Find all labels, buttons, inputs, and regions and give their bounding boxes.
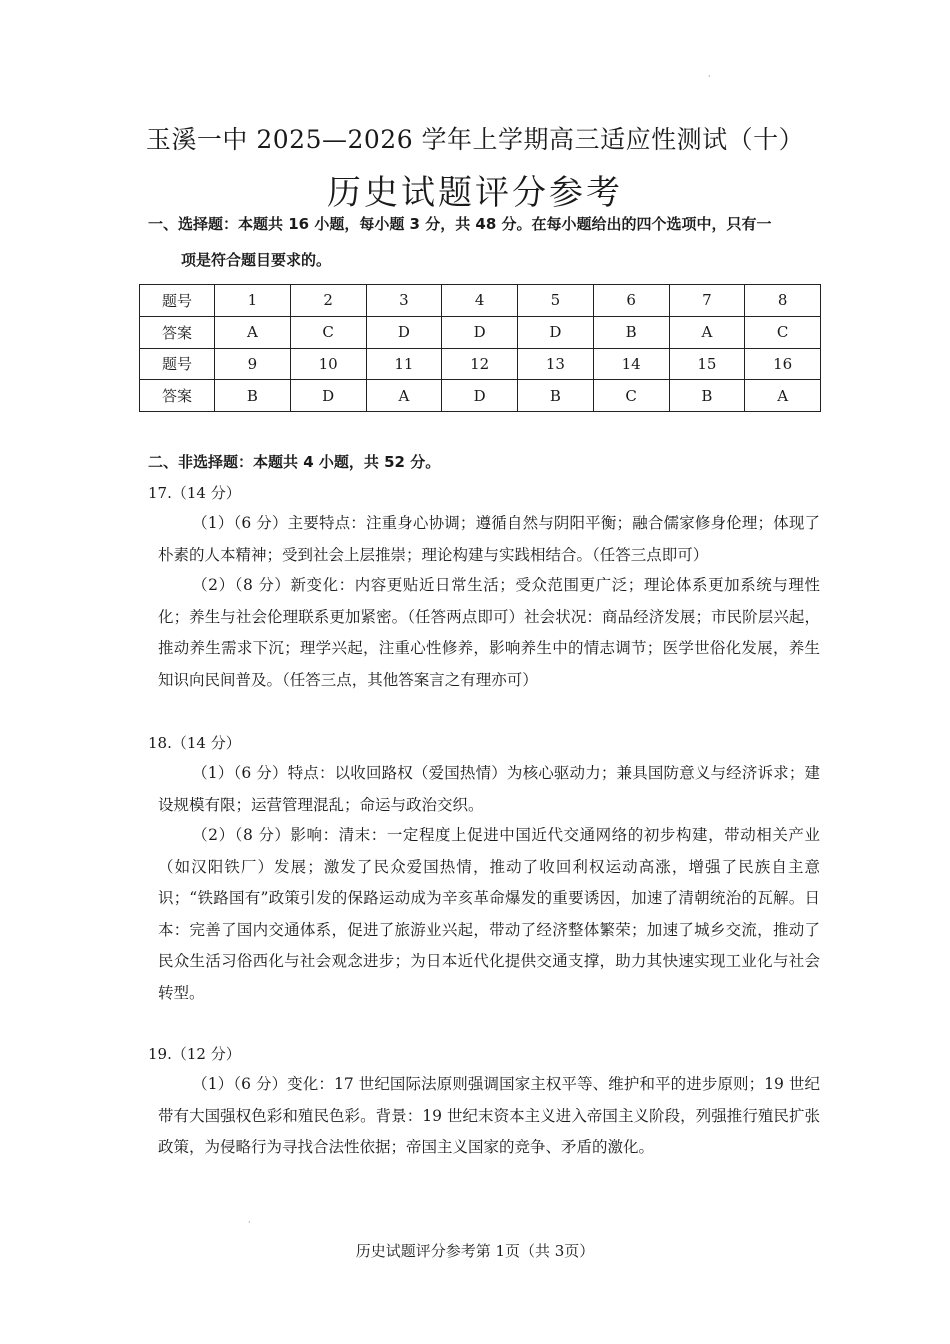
row-label: 题号 (140, 348, 215, 380)
table-cell: A (366, 380, 442, 412)
answer-table-row (140, 348, 821, 380)
table-cell: 16 (745, 348, 821, 380)
table-cell: 15 (669, 348, 745, 380)
stray-mark: · (708, 72, 711, 81)
table-cell: C (290, 316, 366, 348)
table-cell: 3 (366, 285, 442, 317)
answer-table (139, 284, 821, 412)
table-cell: D (442, 316, 518, 348)
table-cell: D (366, 316, 442, 348)
answer-table-row (140, 380, 821, 412)
table-cell: B (518, 380, 594, 412)
table-cell: A (669, 316, 745, 348)
table-cell: B (215, 380, 291, 412)
q17-part1: （1）（6 分）主要特点：注重身心协调；遵循自然与阴阳平衡；融合儒家修身伦理；体现了朴素的人本精神；受到社会上层推崇；理论构建与实践相结合。（任答三点即可） (158, 514, 820, 564)
exam-subtitle: 玉溪一中 2025—2026 学年上学期高三适应性测试（十） (145, 125, 805, 154)
table-cell: 2 (290, 285, 366, 317)
q18-part2: （2）（8 分）影响：清末：一定程度上促进中国近代交通网络的初步构建，带动相关产业（如汉阳铁厂）发展；激发了民众爱国热情，推动了收回利权运动高涨，增强了民族自主意识；“铁路国有”政策引发的保路运动成为辛亥革命爆发的重要诱因，加速了清朝统治的瓦解。日本：完善了国内交通体系，促进了旅游业兴起，带动了经济整体繁荣；加速了城乡交流，推动了民众生活习俗西化与社会观念进步；为日本近代化提供交通支撑，助力其快速实现工业化与社会转型。 (158, 826, 820, 1002)
page-title: 历史试题评分参考 (327, 173, 623, 213)
section1-heading-line2: 项是符合题目要求的。 (181, 251, 332, 269)
table-cell: 13 (518, 348, 594, 380)
table-cell: 7 (669, 285, 745, 317)
table-cell: B (669, 380, 745, 412)
q17-heading: 17.（14 分） (148, 484, 241, 502)
q18-part1: （1）（6 分）特点：以收回路权（爱国热情）为核心驱动力；兼具国防意义与经济诉求；建设规模有限；运营管理混乱；命运与政治交织。 (158, 764, 820, 814)
q19-heading: 19.（12 分） (148, 1045, 241, 1063)
table-cell: D (442, 380, 518, 412)
row-label: 答案 (140, 380, 215, 412)
row-label: 答案 (140, 316, 215, 348)
table-cell: 12 (442, 348, 518, 380)
q18-heading: 18.（14 分） (148, 734, 241, 752)
answer-table-row (140, 285, 821, 317)
page-footer: 历史试题评分参考第 1页（共 3页） (355, 1242, 595, 1260)
table-cell: D (290, 380, 366, 412)
section1-heading-line1: 一、选择题：本题共 16 小题，每小题 3 分，共 48 分。在每小题给出的四个选项中，只有一 (148, 215, 772, 233)
table-cell: 5 (518, 285, 594, 317)
table-cell: 1 (215, 285, 291, 317)
section2-heading: 二、非选择题：本题共 4 小题，共 52 分。 (148, 453, 441, 471)
table-cell: 14 (593, 348, 669, 380)
answer-table-row (140, 316, 821, 348)
table-cell: C (745, 316, 821, 348)
table-cell: 4 (442, 285, 518, 317)
table-cell: 11 (366, 348, 442, 380)
table-cell: B (593, 316, 669, 348)
table-cell: 9 (215, 348, 291, 380)
table-cell: A (745, 380, 821, 412)
stray-mark: · (248, 1218, 251, 1227)
q17-part2: （2）（8 分）新变化：内容更贴近日常生活；受众范围更广泛；理论体系更加系统与理性化；养生与社会伦理联系更加紧密。（任答两点即可）社会状况：商品经济发展；市民阶层兴起，推动养生需求下沉；理学兴起，注重心性修养，影响养生中的情志调节；医学世俗化发展，养生知识向民间普及。（任答三点，其他答案言之有理亦可） (158, 576, 820, 689)
table-cell: 10 (290, 348, 366, 380)
q19-part1: （1）（6 分）变化：17 世纪国际法原则强调国家主权平等、维护和平的进步原则；19 世纪带有大国强权色彩和殖民色彩。背景：19 世纪末资本主义进入帝国主义阶段，列强推行殖民扩张政策，为侵略行为寻找合法性依据；帝国主义国家的竞争、矛盾的激化。 (158, 1075, 820, 1156)
table-cell: 6 (593, 285, 669, 317)
table-cell: 8 (745, 285, 821, 317)
table-cell: A (215, 316, 291, 348)
table-cell: C (593, 380, 669, 412)
row-label: 题号 (140, 285, 215, 317)
table-cell: D (518, 316, 594, 348)
